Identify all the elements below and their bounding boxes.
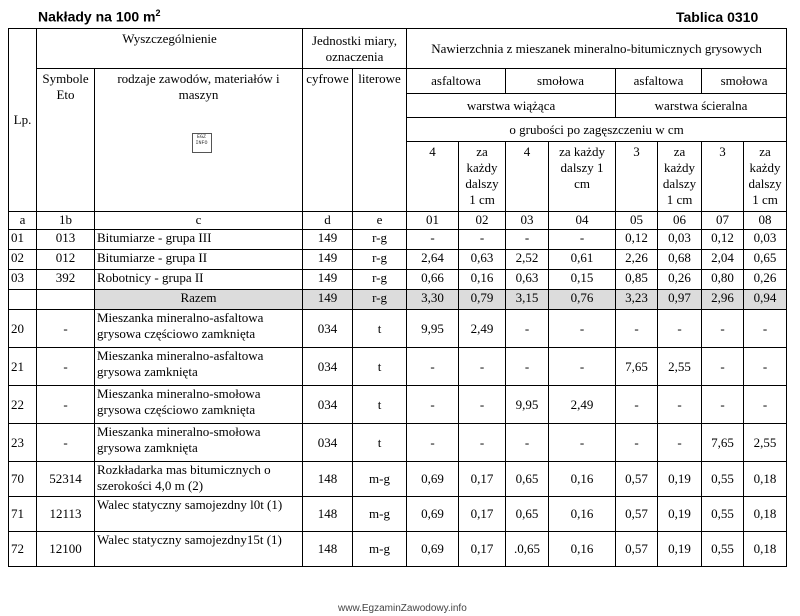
row-value-06: - bbox=[658, 386, 702, 424]
row-value-05: 0,57 bbox=[616, 497, 658, 532]
row-value-03: .0,65 bbox=[506, 532, 549, 567]
row-value-06: - bbox=[658, 310, 702, 348]
row-symbol: - bbox=[37, 386, 95, 424]
total-value-01: 3,30 bbox=[407, 290, 459, 310]
row-value-06: 0,68 bbox=[658, 250, 702, 270]
row-lp: 21 bbox=[9, 348, 37, 386]
header-grubosc: o grubości po zagęszczeniu w cm bbox=[407, 118, 787, 142]
index-cell: e bbox=[353, 212, 407, 230]
row-value-07: 7,65 bbox=[702, 424, 744, 462]
row-value-05: 0,85 bbox=[616, 270, 658, 290]
row-unit-code: 034 bbox=[303, 348, 353, 386]
row-symbol: 392 bbox=[37, 270, 95, 290]
row-value-04: 0,61 bbox=[549, 250, 616, 270]
sub-header-05: 3 bbox=[616, 142, 658, 212]
row-value-07: - bbox=[702, 386, 744, 424]
row-value-08: 0,65 bbox=[744, 250, 787, 270]
row-value-07: 0,55 bbox=[702, 497, 744, 532]
row-value-02: 0,16 bbox=[459, 270, 506, 290]
row-unit-letter: t bbox=[353, 386, 407, 424]
row-unit-letter: t bbox=[353, 310, 407, 348]
row-value-01: - bbox=[407, 230, 459, 250]
row-value-06: 2,55 bbox=[658, 348, 702, 386]
row-value-03: - bbox=[506, 424, 549, 462]
row-value-05: 2,26 bbox=[616, 250, 658, 270]
site-logo: EGZ INFO bbox=[192, 133, 212, 153]
row-value-08: - bbox=[744, 348, 787, 386]
header-asfaltowa-2: asfaltowa bbox=[616, 69, 702, 94]
row-value-04: 0,15 bbox=[549, 270, 616, 290]
table-row bbox=[9, 250, 787, 270]
row-unit-code: 034 bbox=[303, 424, 353, 462]
row-value-03: 9,95 bbox=[506, 386, 549, 424]
table-row bbox=[9, 532, 787, 567]
row-symbol: 013 bbox=[37, 230, 95, 250]
row-symbol: 012 bbox=[37, 250, 95, 270]
row-symbol: 12113 bbox=[37, 497, 95, 532]
row-value-02: 0,63 bbox=[459, 250, 506, 270]
row-unit-code: 149 bbox=[303, 270, 353, 290]
row-value-04: - bbox=[549, 348, 616, 386]
index-cell: c bbox=[95, 212, 303, 230]
row-value-03: 2,52 bbox=[506, 250, 549, 270]
header-smolowa-1: smołowa bbox=[506, 69, 616, 94]
table-row bbox=[9, 310, 787, 348]
total-unit: r-g bbox=[353, 290, 407, 310]
row-value-05: 0,57 bbox=[616, 462, 658, 497]
row-symbol: 52314 bbox=[37, 462, 95, 497]
row-value-02: 0,17 bbox=[459, 497, 506, 532]
row-value-01: 0,69 bbox=[407, 532, 459, 567]
row-value-08: - bbox=[744, 386, 787, 424]
index-cell: d bbox=[303, 212, 353, 230]
table-row bbox=[9, 348, 787, 386]
row-value-05: 0,12 bbox=[616, 230, 658, 250]
col-cyfrowe-header: cyfrowe bbox=[303, 69, 353, 212]
header-asfaltowa-1: asfaltowa bbox=[407, 69, 506, 94]
index-cell: 05 bbox=[616, 212, 658, 230]
norms-table bbox=[8, 28, 787, 567]
table-heading: Nakłady na 100 $m^2$ bbox=[38, 8, 161, 25]
row-symbol: - bbox=[37, 310, 95, 348]
row-value-02: 0,17 bbox=[459, 462, 506, 497]
row-value-07: - bbox=[702, 348, 744, 386]
row-lp bbox=[9, 290, 37, 310]
sub-header-06: za każdy dalszy 1 cm bbox=[658, 142, 702, 212]
sub-header-07: 3 bbox=[702, 142, 744, 212]
header-warstwa-wiazaca: warstwa wiążąca bbox=[407, 94, 616, 118]
sub-header-03: 4 bbox=[506, 142, 549, 212]
row-symbol: 12100 bbox=[37, 532, 95, 567]
total-unit: 149 bbox=[303, 290, 353, 310]
row-value-03: - bbox=[506, 230, 549, 250]
row-value-01: 0,69 bbox=[407, 497, 459, 532]
row-name: Mieszanka mineralno-smołowa grysowa częściowo zamknięta bbox=[95, 386, 303, 424]
col-rodzaje-header bbox=[95, 69, 303, 212]
sub-header-08: za każdy dalszy 1 cm bbox=[744, 142, 787, 212]
row-value-01: - bbox=[407, 386, 459, 424]
row-name: Walec statyczny samojezdny l0t (1) bbox=[95, 497, 303, 532]
row-value-08: 0,18 bbox=[744, 462, 787, 497]
row-unit-letter: m-g bbox=[353, 462, 407, 497]
row-lp: 23 bbox=[9, 424, 37, 462]
row-value-05: - bbox=[616, 386, 658, 424]
row-unit-letter: t bbox=[353, 348, 407, 386]
row-lp: 01 bbox=[9, 230, 37, 250]
row-name: Mieszanka mineralno-asfaltowa grysowa częściowo zamknięta bbox=[95, 310, 303, 348]
row-unit-letter: m-g bbox=[353, 532, 407, 567]
total-label: Razem bbox=[95, 290, 303, 310]
row-value-01: 0,66 bbox=[407, 270, 459, 290]
row-lp: 22 bbox=[9, 386, 37, 424]
table-row bbox=[9, 270, 787, 290]
row-value-02: - bbox=[459, 424, 506, 462]
total-value-02: 0,79 bbox=[459, 290, 506, 310]
index-cell: 1b bbox=[37, 212, 95, 230]
row-lp: 70 bbox=[9, 462, 37, 497]
row-value-06: - bbox=[658, 424, 702, 462]
row-value-04: - bbox=[549, 424, 616, 462]
row-name: Bitumiarze - grupa III bbox=[95, 230, 303, 250]
row-value-01: 9,95 bbox=[407, 310, 459, 348]
row-value-01: 0,69 bbox=[407, 462, 459, 497]
row-value-03: 0,65 bbox=[506, 497, 549, 532]
index-cell: 06 bbox=[658, 212, 702, 230]
row-value-04: 0,16 bbox=[549, 462, 616, 497]
row-value-05: 7,65 bbox=[616, 348, 658, 386]
row-value-02: - bbox=[459, 348, 506, 386]
col-lp-header: Lp. bbox=[9, 29, 37, 212]
row-unit-letter: r-g bbox=[353, 270, 407, 290]
row-value-05: 0,57 bbox=[616, 532, 658, 567]
index-cell: 02 bbox=[459, 212, 506, 230]
total-row bbox=[9, 290, 787, 310]
row-value-08: 0,26 bbox=[744, 270, 787, 290]
row-value-03: 0,63 bbox=[506, 270, 549, 290]
table-row bbox=[9, 386, 787, 424]
row-value-04: - bbox=[549, 230, 616, 250]
row-unit-letter: m-g bbox=[353, 497, 407, 532]
total-value-03: 3,15 bbox=[506, 290, 549, 310]
row-value-04: 0,16 bbox=[549, 497, 616, 532]
row-value-07: 0,80 bbox=[702, 270, 744, 290]
col-jednostki-header: Jednostki miary, oznaczenia bbox=[303, 29, 407, 69]
col-wyszczegolnienie-header: Wyszczególnienie bbox=[37, 29, 303, 69]
row-unit-letter: r-g bbox=[353, 230, 407, 250]
table-row bbox=[9, 230, 787, 250]
row-value-02: - bbox=[459, 230, 506, 250]
row-lp: 71 bbox=[9, 497, 37, 532]
row-name: Bitumiarze - grupa II bbox=[95, 250, 303, 270]
total-value-04: 0,76 bbox=[549, 290, 616, 310]
row-unit-code: 148 bbox=[303, 532, 353, 567]
row-value-01: 2,64 bbox=[407, 250, 459, 270]
row-value-03: - bbox=[506, 348, 549, 386]
row-value-03: - bbox=[506, 310, 549, 348]
row-value-02: 0,17 bbox=[459, 532, 506, 567]
row-lp: 02 bbox=[9, 250, 37, 270]
row-unit-code: 149 bbox=[303, 250, 353, 270]
row-value-06: 0,19 bbox=[658, 497, 702, 532]
row-name: Mieszanka mineralno-smołowa grysowa zamknięta bbox=[95, 424, 303, 462]
row-value-06: 0,26 bbox=[658, 270, 702, 290]
row-name: Walec statyczny samojezdny15t (1) bbox=[95, 532, 303, 567]
total-value-08: 0,94 bbox=[744, 290, 787, 310]
col-literowe-header: literowe bbox=[353, 69, 407, 212]
table-row bbox=[9, 462, 787, 497]
total-value-06: 0,97 bbox=[658, 290, 702, 310]
row-symbol bbox=[37, 290, 95, 310]
total-value-05: 3,23 bbox=[616, 290, 658, 310]
index-cell: 07 bbox=[702, 212, 744, 230]
row-unit-code: 148 bbox=[303, 462, 353, 497]
sub-header-04: za każdy dalszy 1 cm bbox=[549, 142, 616, 212]
row-lp: 20 bbox=[9, 310, 37, 348]
row-value-06: 0,03 bbox=[658, 230, 702, 250]
index-cell: 04 bbox=[549, 212, 616, 230]
col-symbole-header: Symbole Eto bbox=[37, 69, 95, 212]
row-value-07: 0,55 bbox=[702, 532, 744, 567]
row-name: Mieszanka mineralno-asfaltowa grysowa zamknięta bbox=[95, 348, 303, 386]
header-warstwa-scieralna: warstwa ścieralna bbox=[616, 94, 787, 118]
footer-watermark: www.EgzaminZawodowy.info bbox=[338, 603, 467, 614]
table-number: Tablica 0310 bbox=[676, 9, 759, 25]
row-value-01: - bbox=[407, 424, 459, 462]
row-value-07: 0,55 bbox=[702, 462, 744, 497]
index-cell: 01 bbox=[407, 212, 459, 230]
index-cell: 08 bbox=[744, 212, 787, 230]
row-value-07: 2,04 bbox=[702, 250, 744, 270]
row-unit-letter: t bbox=[353, 424, 407, 462]
index-cell: 03 bbox=[506, 212, 549, 230]
header-smolowa-2: smołowa bbox=[702, 69, 787, 94]
row-unit-code: 149 bbox=[303, 230, 353, 250]
row-unit-code: 148 bbox=[303, 497, 353, 532]
row-symbol: - bbox=[37, 348, 95, 386]
row-value-08: 0,03 bbox=[744, 230, 787, 250]
row-value-01: - bbox=[407, 348, 459, 386]
row-value-06: 0,19 bbox=[658, 462, 702, 497]
row-value-04: 0,16 bbox=[549, 532, 616, 567]
row-unit-letter: r-g bbox=[353, 250, 407, 270]
row-value-02: 2,49 bbox=[459, 310, 506, 348]
table-row bbox=[9, 497, 787, 532]
row-value-02: - bbox=[459, 386, 506, 424]
row-name: Robotnicy - grupa II bbox=[95, 270, 303, 290]
row-value-07: - bbox=[702, 310, 744, 348]
sub-header-02: za każdy dalszy 1 cm bbox=[459, 142, 506, 212]
sub-header-01: 4 bbox=[407, 142, 459, 212]
row-value-06: 0,19 bbox=[658, 532, 702, 567]
row-value-08: 0,18 bbox=[744, 497, 787, 532]
col-nawierzchnia-header: Nawierzchnia z mieszanek mineralno-bitumicznych grysowych bbox=[407, 29, 787, 69]
row-symbol: - bbox=[37, 424, 95, 462]
row-value-07: 0,12 bbox=[702, 230, 744, 250]
row-value-08: 2,55 bbox=[744, 424, 787, 462]
row-value-04: - bbox=[549, 310, 616, 348]
row-unit-code: 034 bbox=[303, 310, 353, 348]
row-name: Rozkładarka mas bitumicznych o szerokości 4,0 m (2) bbox=[95, 462, 303, 497]
total-value-07: 2,96 bbox=[702, 290, 744, 310]
col-rodzaje-label: rodzaje zawodów, materiałów i maszyn bbox=[117, 71, 280, 102]
row-value-03: 0,65 bbox=[506, 462, 549, 497]
table-row bbox=[9, 424, 787, 462]
row-value-08: - bbox=[744, 310, 787, 348]
index-cell: a bbox=[9, 212, 37, 230]
row-unit-code: 034 bbox=[303, 386, 353, 424]
row-value-08: 0,18 bbox=[744, 532, 787, 567]
row-value-04: 2,49 bbox=[549, 386, 616, 424]
row-value-05: - bbox=[616, 310, 658, 348]
row-lp: 72 bbox=[9, 532, 37, 567]
row-value-05: - bbox=[616, 424, 658, 462]
row-lp: 03 bbox=[9, 270, 37, 290]
